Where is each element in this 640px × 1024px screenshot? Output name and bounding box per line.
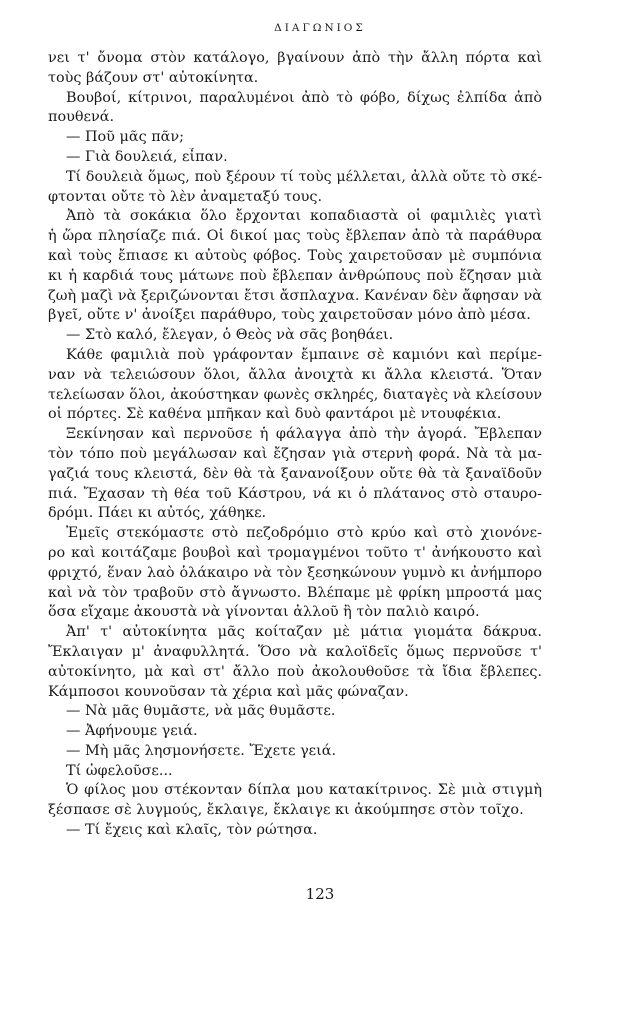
text-line: Ἀπ' τ' αὐτοκίνητα μᾶς κοίταζαν μὲ μάτια γιομάτα δάκρυα. [66, 624, 542, 641]
text-line: ὅσα εἴχαμε ἀκουστὰ νὰ γίνονται ἀλλοῦ ἢ τὸν παλιὸ καιρό. [48, 604, 480, 621]
running-head: ΔΙΑΓΩΝΙΟΣ [274, 22, 366, 34]
text-line: Ὁ φίλος μου στέκονταν δίπλα μου κατακίτρινος. Σὲ μιὰ στιγμὴ [66, 782, 542, 799]
text-line: τοὺς βάζουν στ' αὐτοκίνητα. [48, 69, 259, 86]
text-line: νει τ' ὄνομα στὸν κατάλογο, βγαίνουν ἀπὸ τὴν ἄλλη πόρτα καὶ [48, 50, 542, 66]
text-line: ἡ ὥρα πλησίαζε πιά. Οἱ δικοί μας τοὺς ἔβλεπαν ἀπὸ τὰ παράθυρα [48, 228, 542, 245]
text-line: ξέσπασε σὲ λυγμούς, ἔκλαιγε, ἔκλαιγε κι ἀκούμπησε στὸν τοῖχο. [48, 802, 524, 819]
text-line: φριχτό, ἕναν λαὸ ὁλάκαιρο νὰ τὸν ξεσηκώνουν γυμνὸ κι ἀνήμπορο [48, 564, 542, 581]
text-line: τελείωσαν ὅλοι, ἀκούστηκαν φωνὲς σκληρές, διαταγὲς νὰ κλείσουν [48, 386, 542, 403]
page-number: 123 [305, 885, 335, 903]
text-line: Τί ὠφελοῦσε... [66, 762, 173, 779]
text-line: — Τί ἔχεις καὶ κλαῖς, τὸν ρώτησα. [66, 822, 318, 839]
text-line: — Μὴ μᾶς λησμονήσετε. Ἔχετε γειά. [66, 742, 337, 759]
text-line: — Νὰ μᾶς θυμᾶστε, νὰ μᾶς θυμᾶστε. [66, 703, 336, 720]
text-line: καὶ νὰ τὸν τραβοῦν στὸ ἄγνωστο. Βλέπαμε μὲ φρίκη μπροστά μας [48, 584, 542, 601]
text-line: Ἀπὸ τὰ σοκάκια ὅλο ἔρχονται κοπαδιαστὰ οἱ φαμιλιὲς γιατὶ [66, 208, 542, 225]
text-line: — Γιὰ δουλειά, εἶπαν. [66, 148, 228, 165]
text-line: τὸν τόπο ποὺ μεγάλωσαν καὶ ἔζησαν γιὰ στερνὴ φορά. Νὰ τὰ μα- [48, 445, 542, 462]
text-line: Ἐμεῖς στεκόμαστε στὸ πεζοδρόμιο στὸ κρύο καὶ στὸ χιονόνε- [66, 525, 542, 542]
text-line: φτονται οὔτε τὸ λὲν ἀναμεταξύ τους. [48, 188, 323, 205]
text-line: κι ἡ καρδιά τους μάτωνε ποὺ ἔβλεπαν ἀνθρώπους ποὺ ἔζησαν μιὰ [48, 267, 542, 284]
body-text [48, 49, 542, 841]
text-line: πουθενά. [48, 109, 115, 126]
text-line: δρόμι. Πάει κι αὐτός, χάθηκε. [48, 505, 267, 522]
text-line: καὶ τοὺς ἔπιασε κι αὐτοὺς φόβος. Τοὺς χαιρετοῦσαν μὲ συμπόνια [48, 247, 542, 264]
text-line: βγεῖ, οὔτε ν' ἀνοίξει παράθυρο, τοὺς χαιρετοῦσαν μόνο ἀπὸ μέσα. [48, 307, 531, 324]
text-line: Κάθε φαμιλιὰ ποὺ γράφονταν ἔμπαινε σὲ καμιόνι καὶ περίμε- [66, 346, 542, 363]
text-line: ναν νὰ τελειώσουν ὅλοι, ἄλλα ἀνοιχτὰ κι ἄλλα κλειστά. Ὅταν [48, 366, 542, 383]
text-line: ρο καὶ κοιτάζαμε βουβοὶ καὶ τρομαγμένοι τοῦτο τ' ἀνήκουστο καὶ [48, 544, 542, 561]
text-line: — Ἀφήνουμε γειά. [66, 723, 198, 740]
text-line: πιά. Ἔχασαν τὴ θέα τοῦ Κάστρου, νά κι ὁ πλάτανος στὸ σταυρο- [48, 485, 542, 502]
text-line: αὐτοκίνητο, μὰ καὶ στ' ἄλλο ποὺ ἀκολουθοῦσε τὰ ἴδια ἔβλεπες. [48, 663, 542, 680]
text-line: — Ποῦ μᾶς πᾶν; [66, 129, 184, 146]
text-line: Τί δουλειὰ ὅμως, ποὺ ξέρουν τί τοὺς μέλλεται, ἀλλὰ οὔτε τὸ σκέ- [66, 168, 542, 185]
text-line: Ἔκλαιγαν μ' ἀναφυλλητά. Ὅσο νὰ καλοϊδεῖς ὅμως περνοῦσε τ' [48, 643, 542, 660]
text-line: Ξεκίνησαν καὶ περνοῦσε ἡ φάλαγγα ἀπὸ τὴν ἀγορά. Ἔβλεπαν [66, 426, 542, 443]
text-line: Βουβοί, κίτρινοι, παραλυμένοι ἀπὸ τὸ φόβο, δίχως ἐλπίδα ἀπὸ [66, 89, 542, 106]
text-line: οἱ πόρτες. Σὲ καθένα μπῆκαν καὶ δυὸ φαντάροι μὲ ντουφέκια. [48, 406, 502, 423]
text-line: ζωὴ μαζὶ νὰ ξεριζώνονται ἔτσι ἄσπλαχνα. Κανέναν δὲν ἄφησαν νὰ [48, 287, 542, 304]
text-line: — Στὸ καλό, ἔλεγαν, ὁ Θεὸς νὰ σᾶς βοηθάει. [66, 327, 394, 344]
text-line: γαζιά τους κλειστά, δὲν θὰ τὰ ξανανοίξουν οὔτε θὰ τὰ ξαναϊδοῦν [48, 465, 542, 482]
text-line: Κάμποσοι κουνοῦσαν τὰ χέρια καὶ μᾶς φώναζαν. [48, 683, 409, 700]
